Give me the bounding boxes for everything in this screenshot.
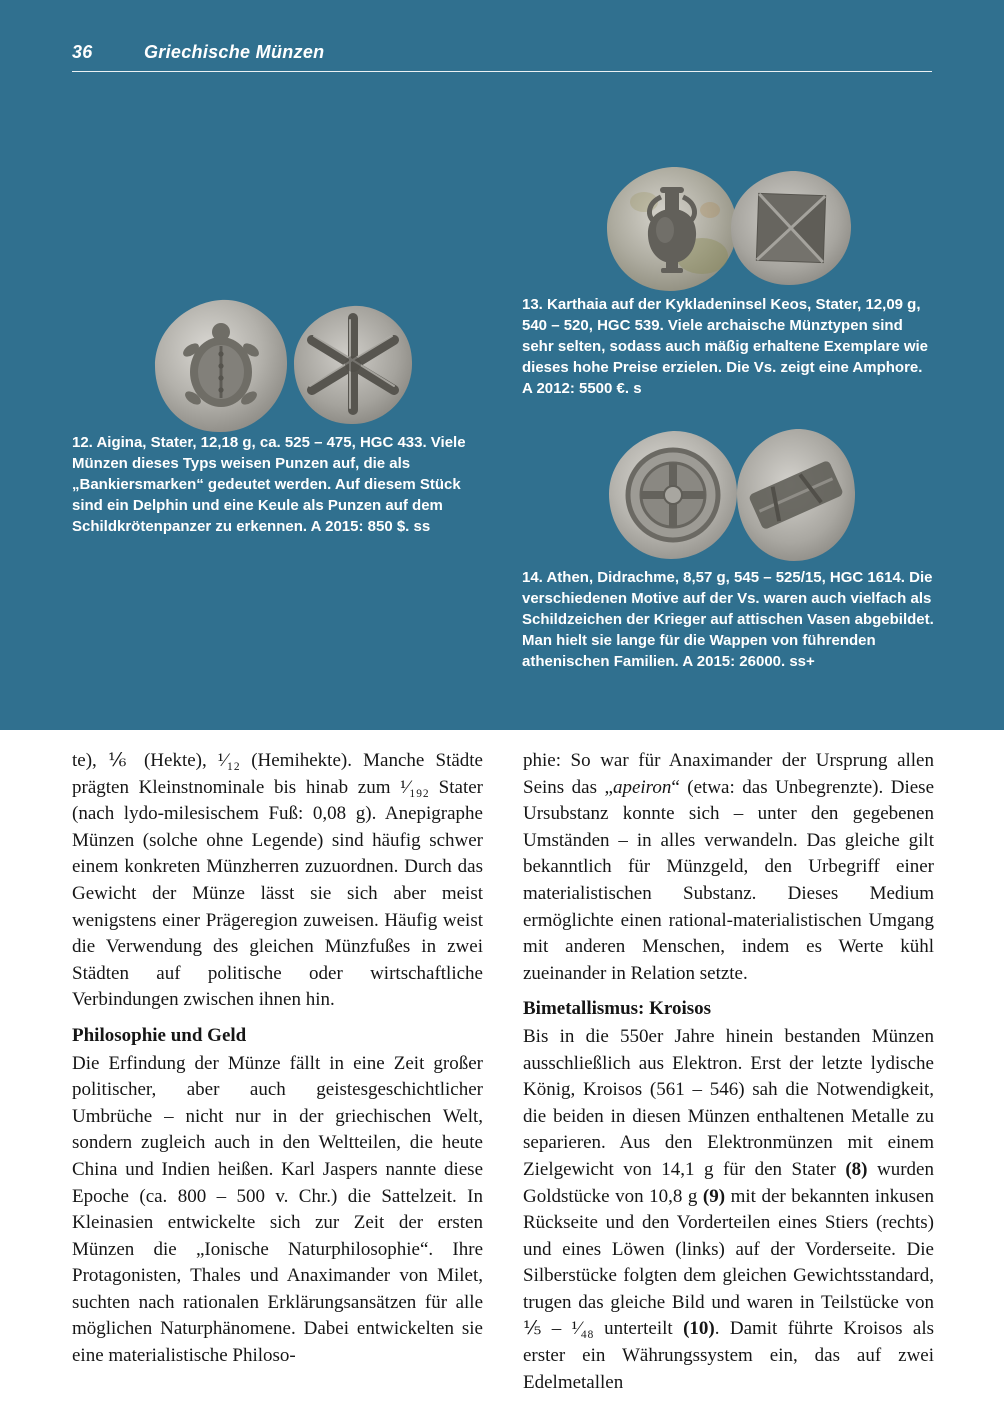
body-column-left bbox=[72, 748, 483, 1396]
coin-karthaia-amphora-obverse-image bbox=[604, 164, 740, 294]
mill-sail-incuse-figure bbox=[757, 194, 825, 262]
body-paragraph: Bis in die 550er Jahre hinein bestanden Münzen ausschließlich aus Elektron. Erst der letzte lydische König, Kroisos (561 – 546) sah die Notwendigkeit, die beiden in diesen Münzen enthaltenen Metalle zu separieren. Aus den Elektronmünzen mit einem Zielgewicht von 14,1 g für den Stater (8) wurden Goldstücke von 10,8 g (9) mit der bekannten inkusen Rückseite und den Vorderteilen eines Stiers (rechts) und eines Löwen (links) auf der Vorderseite. Die Silberstücke folgten dem gleichen Gewichtsstandard, trugen das gleiche Bild und waren in Teilstücke von ⅕ – ¹⁄₄₈ unterteilt (10). Damit führte Kroisos als erster ein Währungssystem ein, das auf zwei Edelmetallen bbox=[523, 1025, 935, 1393]
body-paragraph: Die Erfindung der Münze fällt in eine Zeit großer politischer, aber auch geistesgeschichtlicher Umbrüche – nicht nur in der griechischen Welt, sondern zugleich auch in den Weltteilen, die heute China und Indien heißen. Karl Jaspers nannte diese Epoche (ca. 800 – 500 v. Chr.) die Sattelzeit. In Kleinasien entwickelte sich zur Zeit der ersten Münzen die „Ionische Naturphilosophie“. Ihre Protagonisten, Thales und Anaximander von Milet, suchten nach rationalen Erklärungsansätzen für alle möglichen Naturphänomene. Dabei entwickelten sie eine materialistische Philoso- bbox=[72, 1052, 483, 1367]
coin-aigina-incuse-reverse-image bbox=[290, 302, 416, 428]
figure-caption-14: 14. Athen, Didrachme, 8,57 g, 545 – 525/15, HGC 1614. Die verschiedenen Motive auf der Vs. waren auch vielfach als Schildzeichen der Krieger auf attischen Vasen abgebildet. Man hielt sie lange für die Wappen von führenden athenischen Familien. A 2015: 26000. ss+ bbox=[522, 569, 934, 670]
wheel-figure bbox=[628, 450, 718, 540]
figure-caption-13: 13. Karthaia auf der Kykladeninsel Keos, Stater, 12,09 g, 540 – 520, HGC 539. Viele archaische Münztypen sind sehr selten, sodass auch mäßig erhaltene Exemplare wie dieses hohe Preise erzielen. Die Vs. zeigt eine Amphore. A 2012: 5500 €. s bbox=[522, 296, 929, 397]
coin-athens-incuse-reverse-image bbox=[734, 426, 858, 564]
section-heading: Bimetallismus: Kroisos bbox=[523, 998, 712, 1020]
body-column-right bbox=[523, 748, 934, 1396]
header-rule bbox=[72, 71, 932, 72]
coin-aigina-turtle-obverse-image bbox=[150, 296, 292, 436]
chapter-title: Griechische Münzen bbox=[144, 42, 325, 62]
body-text bbox=[72, 748, 934, 1396]
section-heading: Philosophie und Geld bbox=[72, 1024, 247, 1046]
page-number: 36 bbox=[72, 42, 93, 62]
body-paragraph: phie: So war für Anaximander der Ursprung allen Seins das „apeiron“ (etwa: das Unbegrenzte). Diese Ursubstanz konnte sich – unter den gegebenen Umständen – in alles verwandeln. Das gleiche gilt bekanntlich für Münzgeld, den Urbegriff einer materialistischen Substanz. Dieses Medium ermöglichte einen rational-materialistischen Umgang mit anderen Menschen, indem es Werte kühl zueinander in Relation setzte. bbox=[523, 750, 934, 984]
coin-karthaia-incuse-reverse-image bbox=[728, 168, 854, 288]
coin-athens-wheel-obverse-image bbox=[606, 428, 740, 562]
figure-caption-12: 12. Aigina, Stater, 12,18 g, ca. 525 – 475, HGC 433. Viele Münzen dieses Typs weisen Punzen auf, die als „Bankiersmarken“ gedeutet werden. Auf diesem Stück sind ein Delphin und eine Keule als Punzen auf dem Schildkrötenpanzer zu erkennen. A 2015: 850 $. ss bbox=[72, 434, 466, 535]
running-header bbox=[72, 42, 324, 63]
body-paragraph: te), ⅙ (Hekte), ¹⁄₁₂ (Hemihekte). Manche Städte prägten Kleinstnominale bis hinab zum ¹⁄₁₉₂ Stater (nach lydo-milesischem Fuß: 0,08 g). Anepigraphe Münzen (solche ohne Legende) sind häufig schwer einem konkreten Münzherren zuzuordnen. Durch das Gewicht der Münze lässt sie sich aber meist wenigstens einer Prägeregion zuweisen. Häufig weist die Verwendung des gleichen Münzfußes in zwei Städten auf politische oder wirtschaftliche Verbindungen zwischen ihnen hin. bbox=[72, 750, 483, 1011]
